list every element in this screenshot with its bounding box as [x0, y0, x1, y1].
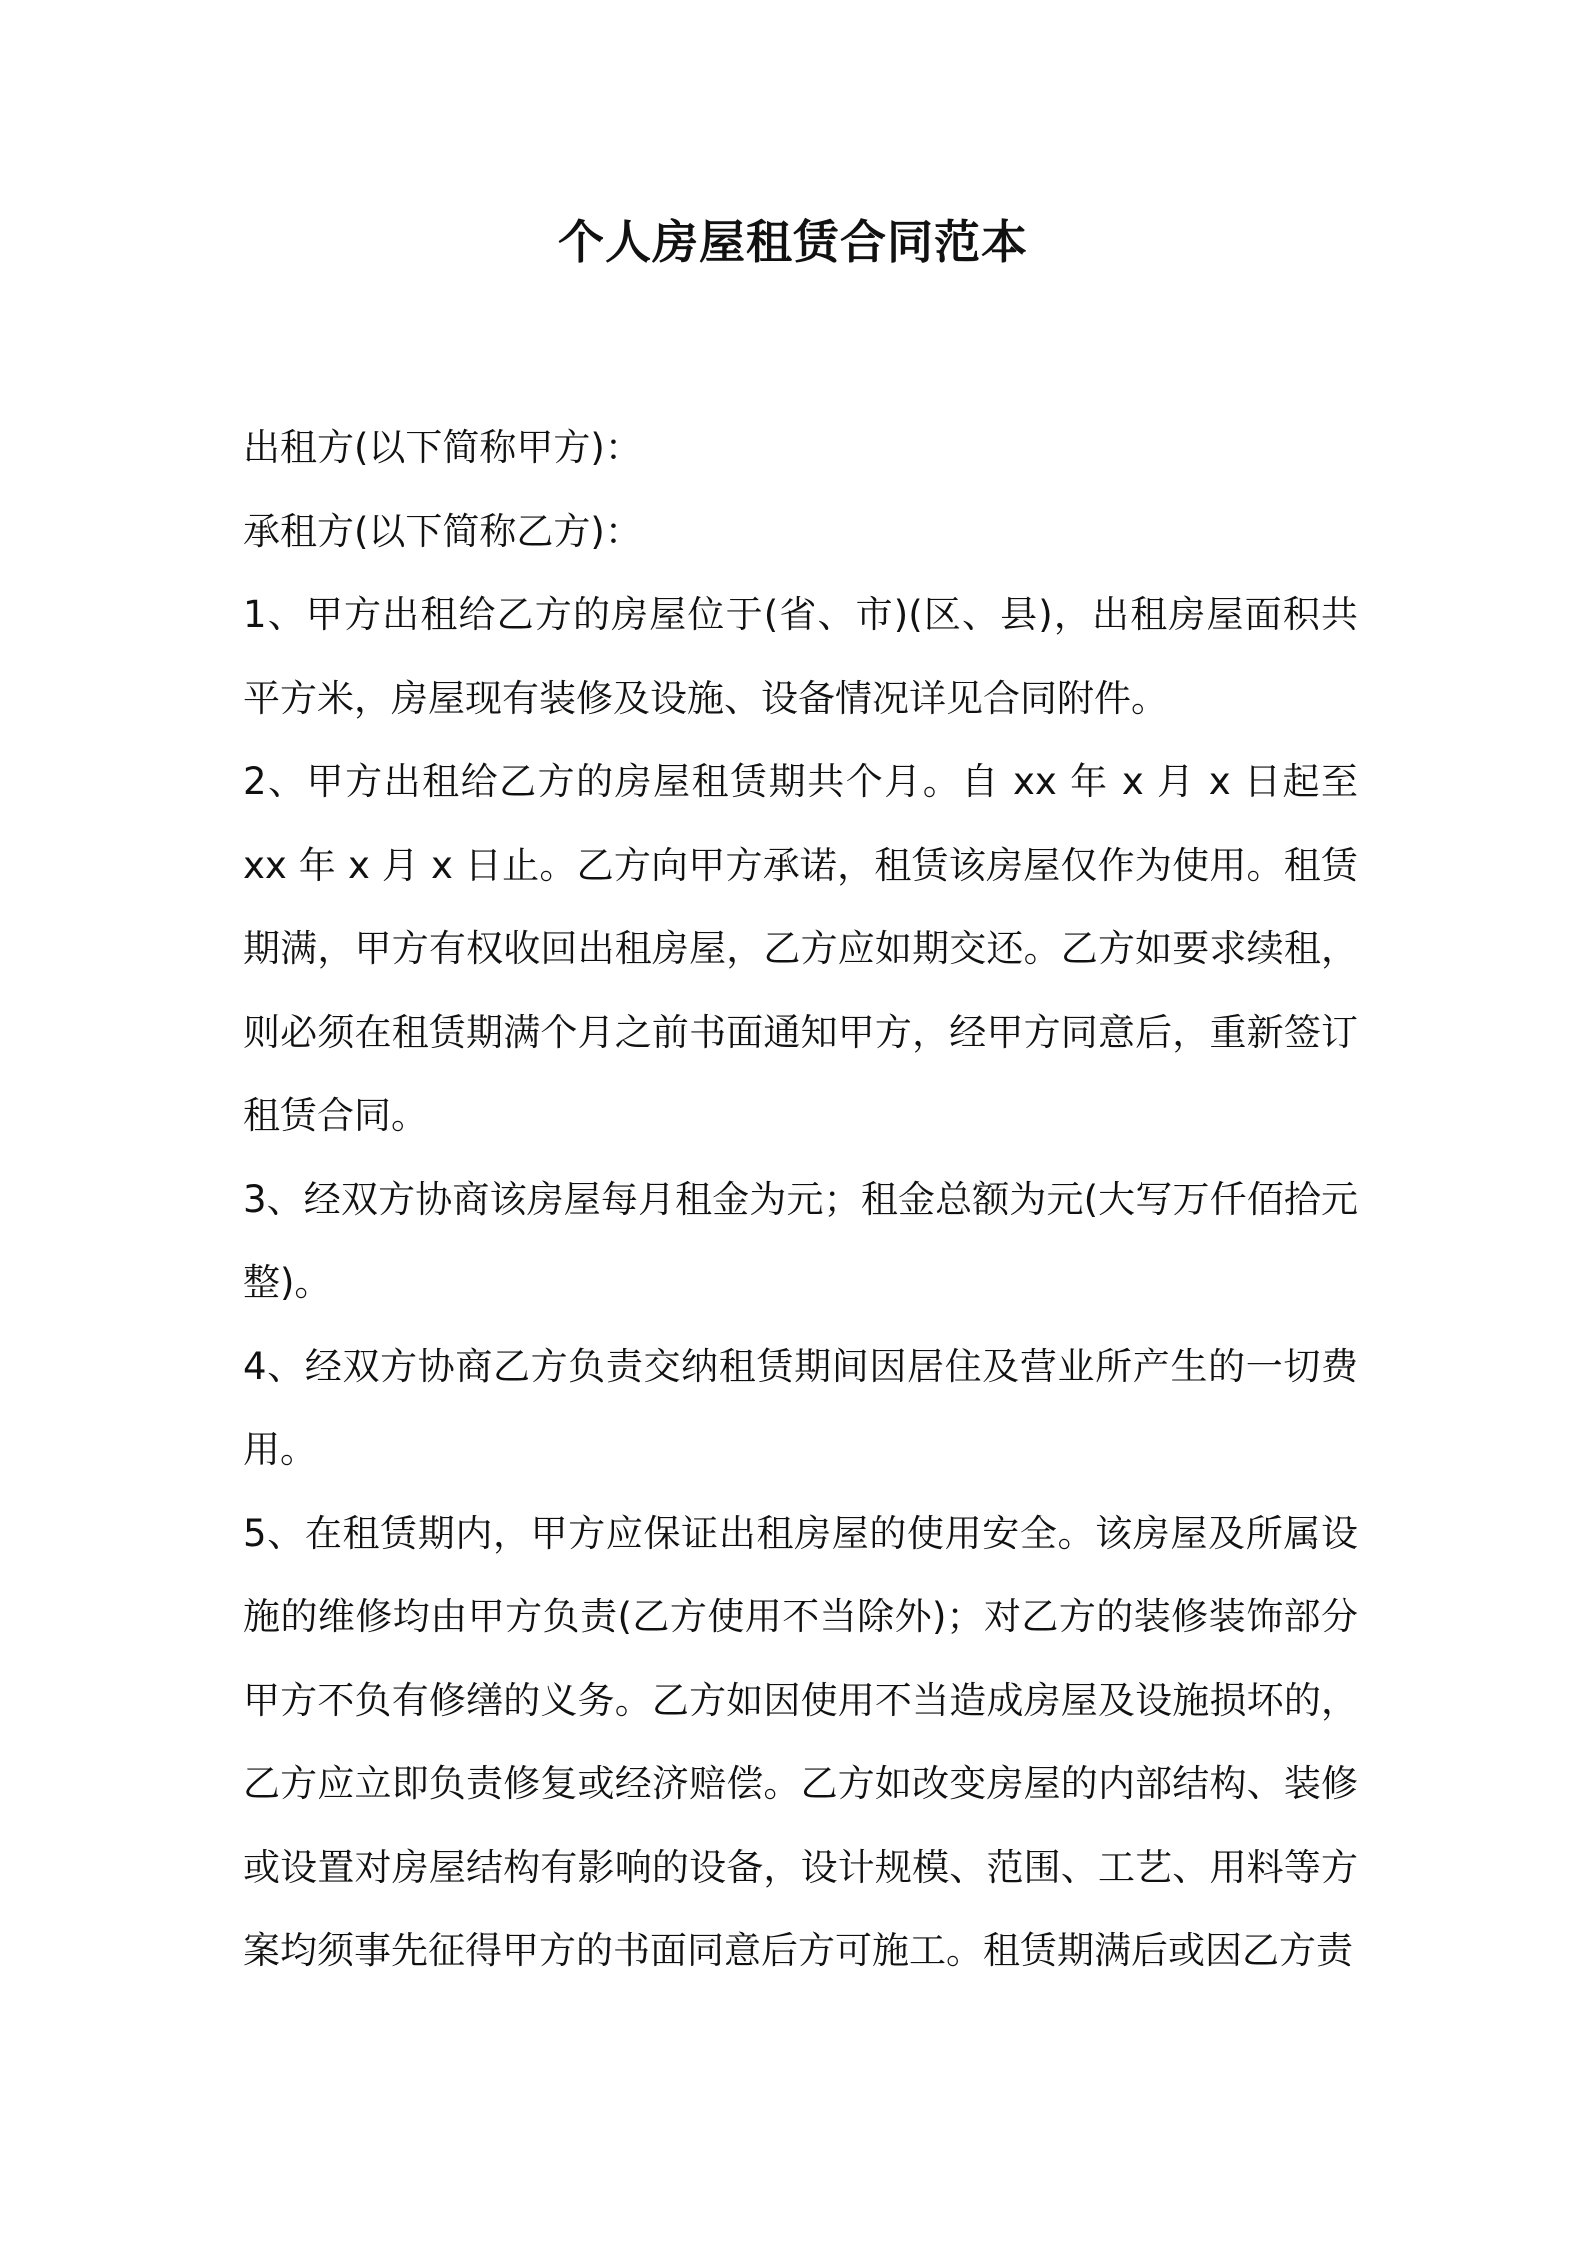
lessee-line: 承租方(以下简称乙方)：: [243, 509, 642, 553]
clause-3: 3、经双方协商该房屋每月租金为元；租金总额为元(大写万仟佰拾元整)。: [243, 1177, 1358, 1304]
clause-2: 2、甲方出租给乙方的房屋租赁期共个月。自 xx 年 x 月 x 日起至 xx 年 x 月 x 日止。乙方向甲方承诺，租赁该房屋仅作为使用。租赁期满，甲方有权收回出租房屋，乙方应如期交还。乙方如要求续租，则必须在租赁期满个月之前书面通知甲方，经甲方同意后，重新签订租赁合同。: [243, 760, 1358, 1137]
clause-4: 4、经双方协商乙方负责交纳租赁期间因居住及营业所产生的一切费用。: [243, 1344, 1358, 1471]
lessor-line: 出租方(以下简称甲方)：: [243, 426, 642, 469]
document-title: 个人房屋租赁合同范本: [558, 215, 1028, 269]
clause-1: 1、甲方出租给乙方的房屋位于(省、市)(区、县)，出租房屋面积共平方米，房屋现有装修及设施、设备情况详见合同附件。: [243, 593, 1358, 720]
clause-5: 5、在租赁期内，甲方应保证出租房屋的使用安全。该房屋及所属设施的维修均由甲方负责(乙方使用不当除外)；对乙方的装修装饰部分甲方不负有修缮的义务。乙方如因使用不当造成房屋及设施损坏的，乙方应立即负责修复或经济赔偿。乙方如改变房屋的内部结构、装修或设置对房屋结构有影响的设备，设计规模、范围、工艺、用料等方案均须事先征得甲方的书面同意后方可施工。租赁期满后或因乙方责: [243, 1511, 1358, 1972]
document-body: [243, 406, 1358, 1993]
